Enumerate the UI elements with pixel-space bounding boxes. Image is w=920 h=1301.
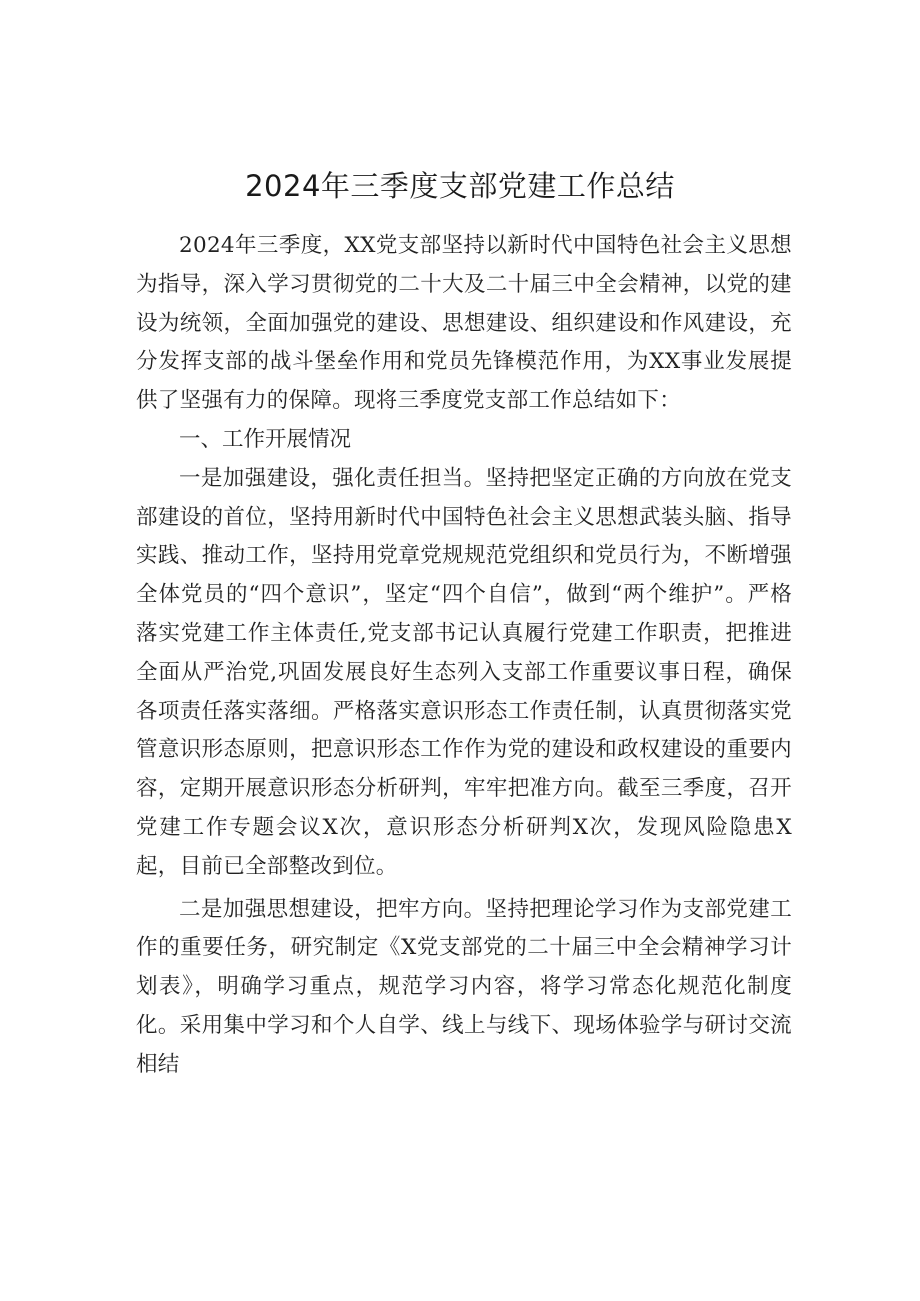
document-body	[136, 227, 792, 1085]
intro-paragraph: 2024年三季度，XX党支部坚持以新时代中国特色社会主义思想为指导，深入学习贯彻党的二十大及二十届三中全会精神，以党的建设为统领，全面加强党的建设、思想建设、组织建设和作风建设，充分发挥支部的战斗堡垒作用和党员先锋模范作用，为XX事业发展提供了坚强有力的保障。现将三季度党支部工作总结如下：	[136, 233, 792, 414]
paragraph-one: 一是加强建设，强化责任担当。坚持把坚定正确的方向放在党支部建设的首位，坚持用新时代中国特色社会主义思想武装头脑、指导实践、推动工作，坚持用党章党规规范党组织和党员行为，不断增强全体党员的“四个意识”，坚定“四个自信”，做到“两个维护”。严格落实党建工作主体责任,党支部书记认真履行党建工作职责，把推进全面从严治党,巩固发展良好生态列入支部工作重要议事日程，确保各项责任落实落细。严格落实意识形态工作责任制，认真贯彻落实党管意识形态原则，把意识形态工作作为党的建设和政权建设的重要内容，定期开展意识形态分析研判，牢牢把准方向。截至三季度，召开党建工作专题会议X次，意识形态分析研判X次，发现风险隐患X起，目前已全部整改到位。	[136, 465, 792, 879]
paragraph-two: 二是加强思想建设，把牢方向。坚持把理论学习作为支部党建工作的重要任务，研究制定《X党支部党的二十届三中全会精神学习计划表》，明确学习重点，规范学习内容，将学习常态化规范化制度化。采用集中学习和个人自学、线上与线下、现场体验学与研讨交流相结	[136, 896, 792, 1077]
section-heading: 一、工作开展情况	[179, 426, 352, 452]
document-title: 2024年三季度支部党建工作总结	[245, 169, 675, 203]
